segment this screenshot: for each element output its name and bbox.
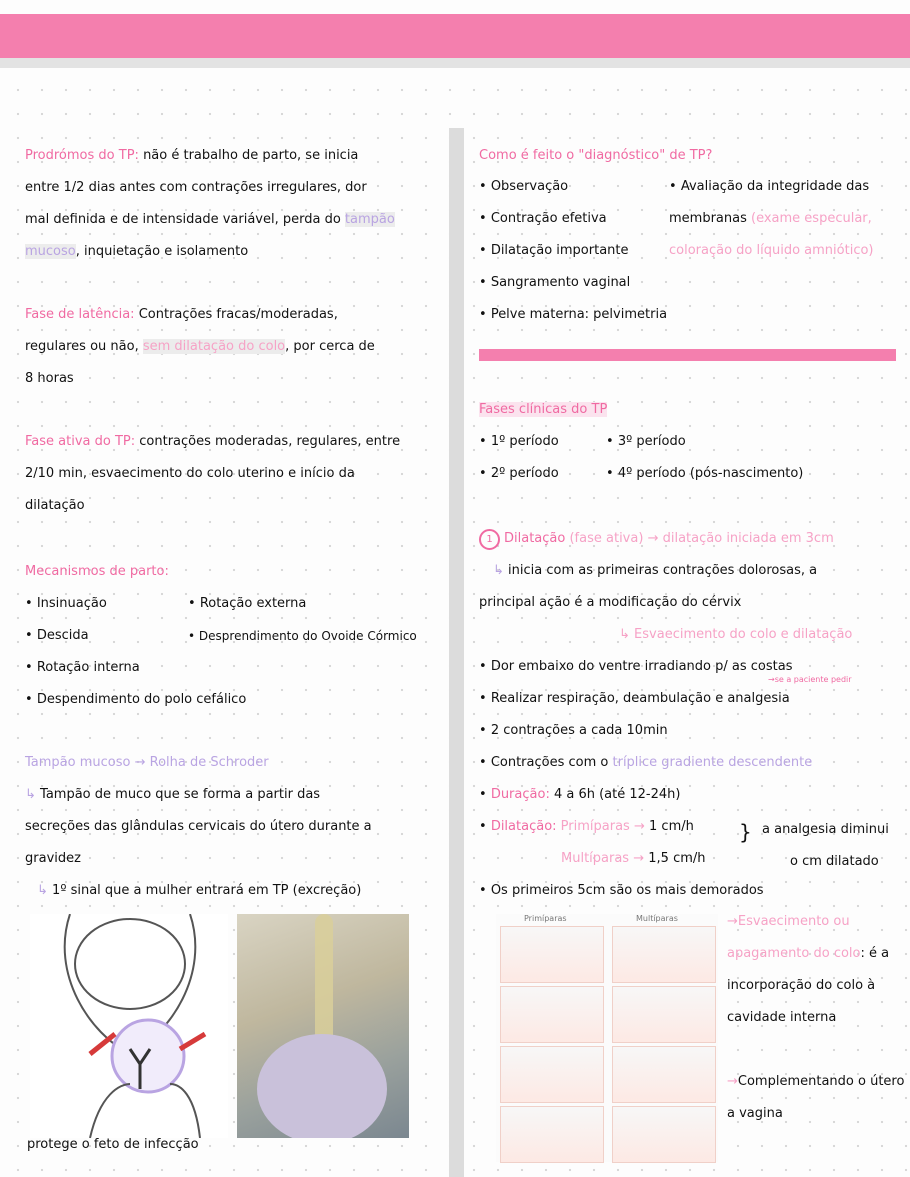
text-line: a vagina (727, 1106, 783, 1121)
primiparas-rate: 1 cm/h (649, 819, 694, 834)
ativa-section (25, 426, 400, 522)
highlight-term: (exame especular, (751, 211, 872, 226)
diag-col1: • Observação • Contração efetiva • Dilatação importante • Sangramento vaginal • Pelve materna: pelvimetria (479, 179, 668, 322)
mucus-plug-photo (237, 914, 409, 1138)
highlight-term: sem dilatação do colo (142, 339, 286, 354)
text-line: entre 1/2 dias antes com contrações irregulares, dor (25, 180, 367, 195)
fases-col1: • 1º período • 2º período (479, 434, 559, 481)
text-line: regulares ou não, (25, 339, 139, 354)
list-item: Descida (36, 628, 89, 643)
list-item: Contração efetiva (490, 211, 607, 226)
text-line: inicia com as primeiras contrações dolorosas, a (508, 563, 818, 578)
text-line: , inquietação e isolamento (75, 244, 249, 259)
fases-title (479, 394, 607, 426)
text-line: 8 horas (25, 371, 74, 386)
list-item: Rotação externa (199, 596, 307, 611)
text-line: contrações moderadas, regulares, entre (139, 434, 401, 449)
tampao-section: Tampão mucoso → Rolha de Schroder ↳ Tampão de muco que se forma a partir das secreções das glândulas cervicais do útero durante a gravidez ↳ 1º sinal que a mulher entrará em TP (excreção) (25, 755, 372, 898)
text-line: cavidade interna (727, 1010, 837, 1025)
step-number-badge: 1 (479, 529, 500, 550)
list-item: 3º período (617, 434, 686, 449)
prodromos-title: Prodrómos do TP: (25, 148, 139, 163)
cervix-stage (612, 986, 716, 1043)
text-line: , por cerca de (285, 339, 375, 354)
text-line: 2/10 min, esvaecimento do colo uterino e início da (25, 466, 355, 481)
text-line: incorporação do colo à (727, 978, 876, 993)
list-item: Os primeiros 5cm são os mais demorados (490, 883, 764, 898)
list-item: Sangramento vaginal (490, 275, 631, 290)
dilatacao-label: Dilatação: (490, 819, 557, 834)
cervix-comparison-image (496, 914, 718, 1162)
highlight-term: coloração do líquido amniótico) (669, 243, 874, 258)
ativa-title: Fase ativa do TP: (25, 434, 136, 449)
note-text: se a paciente pedir (774, 675, 852, 684)
list-item: 4º período (pós-nascimento) (617, 466, 804, 481)
esv-title-2: apagamento do colo (727, 946, 861, 961)
header-bar (0, 14, 910, 58)
dilatacao-desc: dilatação iniciada em 3cm (662, 531, 834, 546)
latencia-title: Fase de latência: (25, 307, 135, 322)
multiparas-rate: 1,5 cm/h (648, 851, 706, 866)
esvaecimento-note (727, 906, 889, 1034)
diag-col2: • Avaliação da integridade das membranas (exame especular, coloração do líquido amniótico) (669, 171, 874, 267)
tampao-title: Tampão mucoso (25, 755, 131, 770)
fases-title-text: Fases clínicas do TP (479, 402, 608, 417)
latencia-section (25, 299, 375, 395)
text-line: gravidez (25, 851, 81, 866)
pelvis-diagram (30, 914, 228, 1138)
brace-icon: } (739, 820, 752, 844)
esv-title: Esvaecimento ou (737, 914, 850, 929)
text-line: principal ação é a modificação do cérvix (479, 595, 742, 610)
cervix-stage (612, 926, 716, 983)
text-line: Contrações fracas/moderadas, (138, 307, 338, 322)
text-line: membranas (669, 211, 747, 226)
section-divider-bar (479, 349, 896, 361)
list-item: Insinuação (36, 596, 107, 611)
arrow-icon: ↳ (37, 883, 48, 898)
mecanismos-col2: • Rotação externa • Desprendimento do Ovoide Córmico (188, 596, 417, 643)
list-item: Dor embaixo do ventre irradiando p/ as costas (490, 659, 793, 674)
text-line: mal definida e de intensidade variável, perda do (25, 212, 341, 227)
arrow-icon: → (727, 1074, 738, 1089)
list-item: 1º período (490, 434, 559, 449)
text-line: 1º sinal que a mulher entrará em TP (excreção) (52, 883, 362, 898)
tampao-subtitle: Rolha de Schroder (149, 755, 269, 770)
highlight-term: Esvaecimento do colo e dilatação (634, 627, 853, 642)
primiparas-caption: Primíparas (524, 914, 567, 923)
list-item: Realizar respiração, deambulação e analgesia (490, 691, 790, 706)
text-line: : é a (860, 946, 890, 961)
list-item: Observação (490, 179, 569, 194)
diag-title: Como é feito o "diagnóstico" de TP? (479, 148, 713, 163)
highlight-term: mucoso (25, 244, 76, 259)
multiparas-label: Multíparas (561, 851, 630, 866)
list-item: Rotação interna (36, 660, 140, 675)
header-shadow (0, 58, 910, 68)
duration-value: 4 a 6h (até 12-24h) (553, 787, 681, 802)
duration-label: Duração: (490, 787, 550, 802)
text-line: não é trabalho de parto, se inicia (143, 148, 359, 163)
cervix-stage (612, 1046, 716, 1103)
text-line: Complementando o útero (737, 1074, 905, 1089)
cervix-stage (500, 926, 604, 983)
analgesia-note (762, 814, 889, 878)
column-divider (449, 128, 464, 1177)
list-item: Dilatação importante (490, 243, 629, 258)
list-item: 2º período (490, 466, 559, 481)
complement-note (727, 1066, 904, 1130)
dilatacao-paren: (fase ativa) (569, 531, 644, 546)
highlight-term: tampão (344, 212, 395, 227)
cervix-stage (500, 1046, 604, 1103)
cervix-stage (612, 1106, 716, 1163)
cervix-stage (500, 1106, 604, 1163)
text-line: dilatação (25, 498, 85, 513)
cervix-stage (500, 986, 604, 1043)
prodromos-section (25, 140, 395, 268)
list-item: Desprendimento do Ovoide Córmico (198, 629, 417, 643)
list-item: Pelve materna: pelvimetria (490, 307, 668, 322)
list-item: Avaliação da integridade das (680, 179, 870, 194)
primiparas-label: Primíparas (560, 819, 630, 834)
text-line: secreções das glândulas cervicais do útero durante a (25, 819, 372, 834)
arrow-icon: ↳ (619, 627, 630, 642)
arrow-icon: ↳ (493, 563, 504, 578)
list-item: Despendimento do polo cefálico (36, 692, 247, 707)
text-line: a analgesia diminui (762, 822, 889, 837)
dilatacao-section: 1 Dilatação (fase ativa) → dilatação iniciada em 3cm ↳ inicia com as primeiras contrações dolorosas, a principal ação é a modificação do cérvix ↳ Esvaecimento do colo e dilatação • Dor embaixo do ventre irradiando p/ as costas • Realizar respiração, deambulação e analgesia • 2 contrações a cada 10min • Contrações com o tríplice gradiente descendente • Duração: 4 a 6h (até 12-24h) • Dilatação: Primíparas → 1 cm/h Multíparas → 1,5 cm/h • Os primeiros 5cm são os mais demorados (479, 531, 853, 898)
image-caption: protege o feto de infecção (27, 1137, 199, 1152)
arrow-icon: → (727, 914, 738, 929)
mecanismos-col1: • Insinuação • Descida • Rotação interna • Despendimento do polo cefálico (25, 596, 247, 707)
text-line: o cm dilatado (790, 854, 879, 869)
mecanismos-title: Mecanismos de parto: (25, 564, 169, 579)
list-item: 2 contrações a cada 10min (490, 723, 668, 738)
text-line: Tampão de muco que se forma a partir das (40, 787, 321, 802)
pelvis-illustration (30, 914, 228, 1138)
multiparas-caption: Multíparas (636, 914, 678, 923)
list-item: Contrações com o (490, 755, 609, 770)
note-small: →se a paciente pedir (768, 675, 852, 684)
highlight-term: tríplice gradiente descendente (612, 755, 813, 770)
dilatacao-title: Dilatação (504, 531, 566, 546)
arrow-icon: ↳ (25, 787, 36, 802)
fases-col2: • 3º período • 4º período (pós-nascimento) (606, 434, 804, 481)
